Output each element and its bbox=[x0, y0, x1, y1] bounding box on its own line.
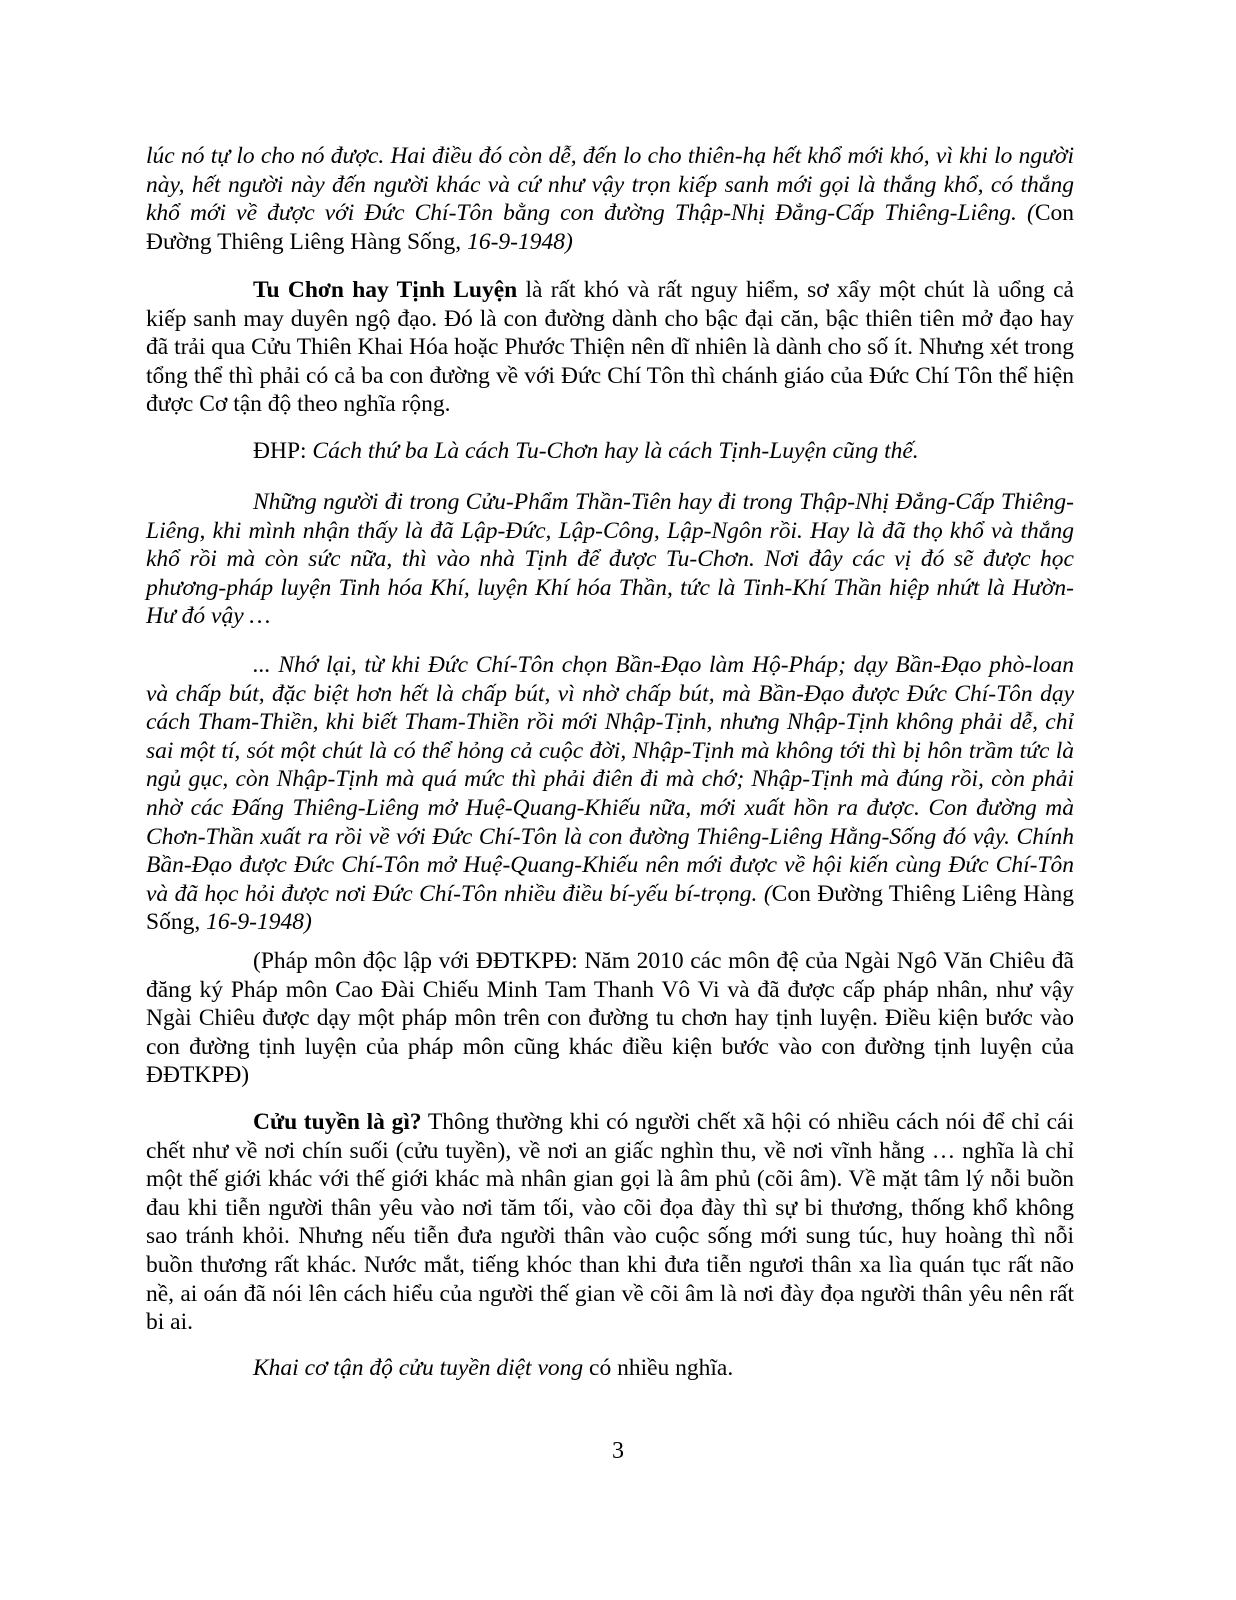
paragraph-quote-cuu-pham bbox=[146, 488, 1074, 631]
paragraph-text: (Pháp môn độc lập với ĐĐTKPĐ: Năm 2010 các môn đệ của Ngài Ngô Văn Chiêu đã đăng ký Pháp môn Cao Đài Chiếu Minh Tam Thanh Vô Vi và đã được cấp pháp nhân, như vậy Ngài Chiêu được dạy một pháp môn trên con đường tu chơn hay tịnh luyện. Điều kiện bước vào con đường tịnh luyện của pháp môn cũng khác điều kiện bước vào con đường tịnh luyện của ĐĐTKPĐ) bbox=[146, 948, 1074, 1089]
page-number: 3 bbox=[612, 1438, 624, 1464]
paragraph-text: là rất khó và rất nguy hiểm, sơ xẩy một chút là uổng cả kiếp sanh may duyên ngộ đạo. Đó là con đường dành cho bậc đại căn, bậc thiên tiên mở đạo hay đã trải qua Cửu Thiên Khai Hóa hoặc Phước Thiện nên dĩ nhiên là dành cho số ít. Nhưng xét trong tổng thể thì phải có cả ba con đường về với Đức Chí Tôn thì chánh giáo của Đức Chí Tôn thể hiện được Cơ tận độ theo nghĩa rộng. bbox=[146, 277, 1074, 418]
paragraph-cuu-tuyen bbox=[146, 1108, 1074, 1337]
term-heading: Cửu tuyền là gì? bbox=[253, 1109, 422, 1135]
citation-date: 16-9-1948) bbox=[467, 228, 573, 255]
citation-source: Con Đường Thiêng Liêng Hàng Sống, bbox=[146, 200, 1074, 255]
paragraph-quote-ho-phap bbox=[146, 651, 1074, 937]
paragraph-text: có nhiều nghĩa. bbox=[583, 1355, 734, 1381]
paragraph-khai-co bbox=[146, 1354, 1074, 1383]
quote-text: lúc nó tự lo cho nó được. Hai điều đó còn dễ, đến lo cho thiên-hạ hết khổ mới khó, vì khi lo người này, hết người này đến người khác và cứ như vậy trọn kiếp sanh mới gọi là thắng khổ, có thắng khổ mới về được với Đức Chí-Tôn bằng con đường Thập-Nhị Đẳng-Cấp Thiêng-Liêng. ( bbox=[146, 143, 1074, 227]
quote-text: Khai cơ tận độ cửu tuyền diệt vong bbox=[253, 1355, 584, 1381]
quote-label: ĐHP: bbox=[253, 438, 313, 464]
paragraph-dhp bbox=[146, 437, 1074, 466]
quote-text: Cách thứ ba Là cách Tu-Chơn hay là cách Tịnh-Luyện cũng thế. bbox=[312, 438, 919, 464]
paragraph-phap-mon bbox=[146, 947, 1074, 1090]
paragraph-text: Thông thường khi có người chết xã hội có nhiều cách nói để chỉ cái chết như về nơi chín suối (cửu tuyền), về nơi an giấc nghìn thu, về nơi vĩnh hằng … nghĩa là chỉ một thế giới khác với thế giới khác mà nhân gian gọi là âm phủ (cõi âm). Về mặt tâm lý nỗi buồn đau khi tiễn người thân yêu vào nơi tăm tối, vào cõi đọa đày thì sự bi thương, thống khổ không sao tránh khỏi. Nhưng nếu tiễn đưa người thân vào cuộc sống mới sung túc, huy hoàng thì nỗi buồn thương rất khác. Nước mắt, tiếng khóc than khi đưa tiễn ngươi thân xa lìa quán tục rất não nề, ai oán đã nói lên cách hiểu của người thế gian về cõi âm là nơi đày đọa người thân yêu nên rất bi ai. bbox=[146, 1109, 1074, 1336]
citation-source: Con Đường Thiêng Liêng Hàng Sống, bbox=[146, 880, 1074, 936]
quote-text: ... Nhớ lại, từ khi Đức Chí-Tôn chọn Bần-Đạo làm Hộ-Pháp; dạy Bần-Đạo phò-loan và chấp bút, đặc biệt hơn hết là chấp bút, vì nhờ chấp bút, mà Bần-Đạo được Đức Chí-Tôn dạy cách Tham-Thiền, khi biết Tham-Thiền rồi mới Nhập-Tịnh, nhưng Nhập-Tịnh không phải dễ, chỉ sai một tí, sót một chút là có thể hỏng cả cuộc đời, Nhập-Tịnh mà không tới thì bị hôn trầm tức là ngủ gục, còn Nhập-Tịnh mà quá mức thì phải điên đi mà chớ; Nhập-Tịnh mà đúng rồi, còn phải nhờ các Đấng Thiêng-Liêng mở Huệ-Quang-Khiếu nữa, mới xuất hồn ra được. Con đường mà Chơn-Thần xuất ra rồi về với Đức Chí-Tôn là con đường Thiêng-Liêng Hằng-Sống đó vậy. Chính Bần-Đạo được Đức Chí-Tôn mở Huệ-Quang-Khiếu nên mới được về hội kiến cùng Đức Chí-Tôn và đã học hỏi được nơi Đức Chí-Tôn nhiều điều bí-yếu bí-trọng. ( bbox=[146, 652, 1074, 907]
paragraph-tu-chon bbox=[146, 276, 1074, 419]
citation-date: 16-9-1948) bbox=[206, 909, 312, 936]
quote-text: Những người đi trong Cửu-Phẩm Thần-Tiên hay đi trong Thập-Nhị Đẳng-Cấp Thiêng-Liêng, khi mình nhận thấy là đã Lập-Đức, Lập-Công, Lập-Ngôn rồi. Hay là đã thọ khổ và thắng khổ rồi mà còn sức nữa, thì vào nhà Tịnh để được Tu-Chơn. Nơi đây các vị đó sẽ được học phương-pháp luyện Tinh hóa Khí, luyện Khí hóa Thần, tức là Tinh-Khí Thần hiệp nhứt là Hườn-Hư đó vậy … bbox=[146, 489, 1074, 630]
paragraph-quote-continued bbox=[146, 142, 1074, 256]
term-heading: Tu Chơn hay Tịnh Luyện bbox=[253, 277, 518, 303]
